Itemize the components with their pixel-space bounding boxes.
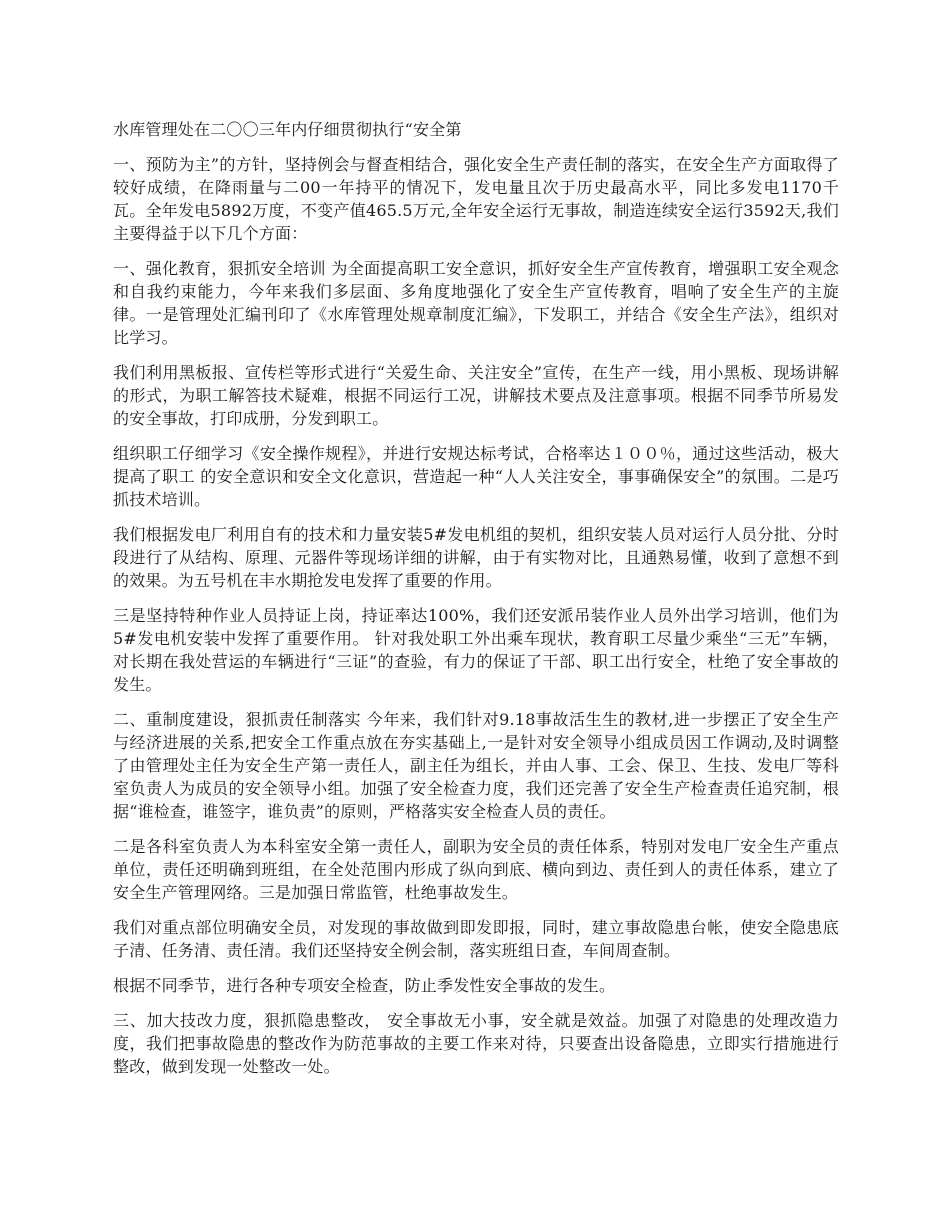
- document-title: 水库管理处在二〇〇三年内仔细贯彻执行“安全第: [113, 120, 462, 139]
- paragraph-5: 我们根据发电厂利用自有的技术和力量安装5#发电机组的契机，组织安装人员对运行人员分批、分时段进行了从结构、原理、元器件等现场详细的讲解，由于有实物对比，且通熟易懂，收到了意想不到的效果。为五号机在丰水期抢发电发挥了重要的作用。: [113, 525, 839, 590]
- paragraph-8: 二是各科室负责人为本科室安全第一责任人，副职为安全员的责任体系，特别对发电厂安全生产重点单位，责任还明确到班组，在全处范围内形成了纵向到底、横向到边、责任到人的责任体系，建立了安全生产管理网络。三是加强日常监管，杜绝事故发生。: [113, 837, 839, 902]
- paragraph-9: 我们对重点部位明确安全员，对发现的事故做到即发即报，同时，建立事故隐患台帐，使安全隐患底子清、任务清、责任清。我们还坚持安全例会制，落实班组日查，车间周查制。: [113, 918, 839, 960]
- paragraph-11: 三、加大技改力度，狠抓隐患整改， 安全事故无小事，安全就是效益。加强了对隐患的处理改造力度，我们把事故隐患的整改作为防范事故的主要工作来对待，只要查出设备隐患，立即实行措施进行整改，做到发现一处整改一处。: [113, 1011, 839, 1076]
- paragraph-2: 一、强化教育，狠抓安全培训 为全面提高职工安全意识，抓好安全生产宣传教育，增强职工安全观念和自我约束能力，今年来我们多层面、多角度地强化了安全生产宣传教育，唱响了安全生产的主旋律。一是管理处汇编刊印了《水库管理处规章制度汇编》，下发职工，并结合《安全生产法》，组织对比学习。: [113, 259, 839, 347]
- document-body: [113, 118, 839, 1090]
- paragraph-1: 一、预防为主”的方针，坚持例会与督查相结合，强化安全生产责任制的落实，在安全生产方面取得了较好成绩，在降雨量与二00一年持平的情况下，发电量且次于历史最高水平，同比多发电1170千瓦。全年发电5892万度，不变产值465.5万元,全年安全运行无事故，制造连续安全运行3592天,我们主要得益于以下几个方面：: [113, 155, 839, 243]
- paragraph-3: 我们利用黑板报、宣传栏等形式进行“关爱生命、关注安全”宣传，在生产一线，用小黑板、现场讲解的形式，为职工解答技术疑难，根据不同运行工况，讲解技术要点及注意事项。根据不同季节所易发的安全事故，打印成册，分发到职工。: [113, 363, 839, 428]
- paragraph-6: 三是坚持特种作业人员持证上岗，持证率达100%，我们还安派吊装作业人员外出学习培训，他们为5#发电机安装中发挥了重要作用。 针对我处职工外出乘车现状，教育职工尽量少乘坐“三无”车辆，对长期在我处营运的车辆进行“三证”的查验，有力的保证了干部、职工出行安全，杜绝了安全事故的发生。: [113, 606, 839, 694]
- paragraph-10: 根据不同季节，进行各种专项安全检查，防止季发性安全事故的发生。: [113, 976, 616, 995]
- paragraph-7: 二、重制度建设，狠抓责任制落实 今年来，我们针对9.18事故活生生的教材,进一步摆正了安全生产与经济进展的关系,把安全工作重点放在夯实基础上,一是针对安全领导小组成员因工作调动,及时调整了由管理处主任为安全生产第一责任人，副主任为组长，并由人事、工会、保卫、生技、发电厂等科室负责人为成员的安全领导小组。加强了安全检查力度，我们还完善了安全生产检查责任追究制，根据“谁检查，谁签字，谁负责”的原则，严格落实安全检查人员的责任。: [113, 710, 839, 821]
- paragraph-4: 组织职工仔细学习《安全操作规程》，并进行安规达标考试，合格率达１００％，通过这些活动，极大提高了职工 的安全意识和安全文化意识，营造起一种“人人关注安全，事事确保安全”的氛围。二是巧抓技术培训。: [113, 444, 839, 509]
